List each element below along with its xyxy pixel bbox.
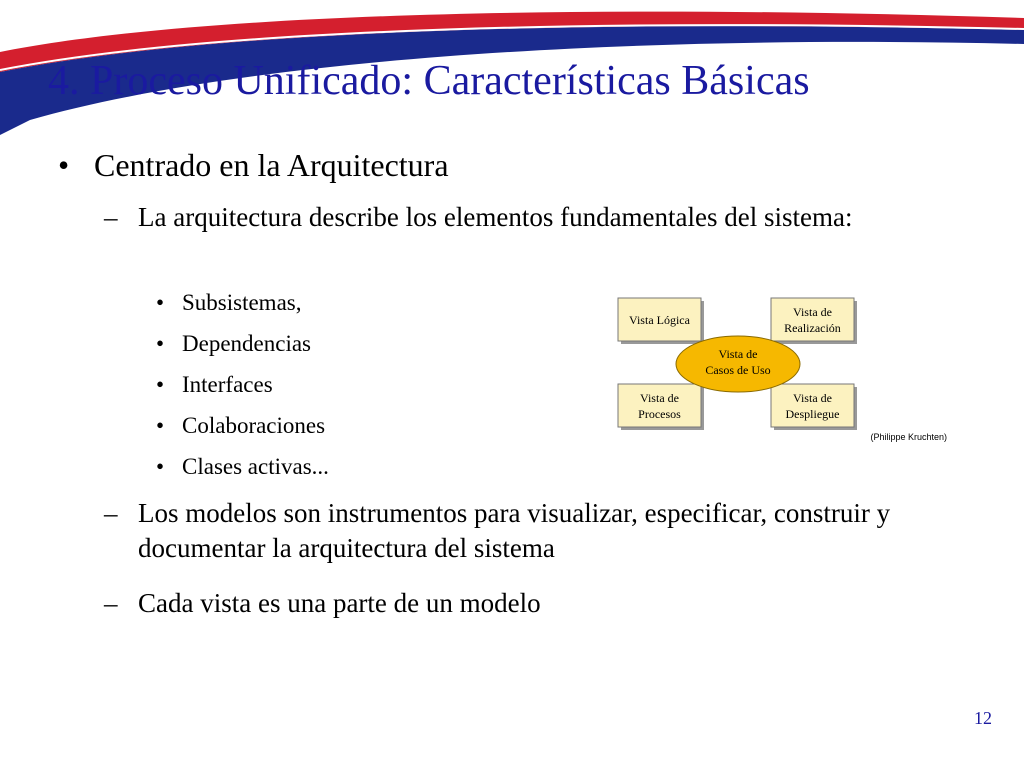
diagram-credit: (Philippe Kruchten) xyxy=(870,432,947,442)
box-vista-procesos-line1: Vista de xyxy=(640,391,679,405)
bullet-mark: • xyxy=(156,413,165,438)
box-vista-despliegue-line1: Vista de xyxy=(793,391,832,405)
sub-bullet-models-text: Los modelos son instrumentos para visualizar, especificar, construir y documentar la arquitectura del sistema xyxy=(138,498,891,563)
box-vista-procesos xyxy=(618,384,701,427)
box-vista-logica xyxy=(618,298,701,341)
bullet-mark: • xyxy=(156,331,165,356)
bullet-main-text: Centrado en la Arquitectura xyxy=(94,147,449,183)
box-vista-realizacion xyxy=(771,298,854,341)
list-item-text: Dependencias xyxy=(182,331,311,356)
bullet-mark: • xyxy=(156,372,165,397)
ellipse-line1: Vista de xyxy=(718,347,758,361)
bullet-mark: • xyxy=(156,454,165,479)
box-vista-despliegue-line2: Despliegue xyxy=(785,407,840,421)
ellipse-line2: Casos de Uso xyxy=(705,363,771,377)
slide-title: 4. Proceso Unificado: Características Básicas xyxy=(48,58,810,104)
box-vista-procesos-line2: Procesos xyxy=(638,407,681,421)
list-item-text: Colaboraciones xyxy=(182,413,326,438)
dash-mark: – xyxy=(104,202,118,232)
page-number: 12 xyxy=(974,708,992,728)
box-vista-despliegue xyxy=(771,384,854,427)
sub-bullet-views-text: Cada vista es una parte de un modelo xyxy=(138,588,541,618)
ellipse-vista-casos-de-uso xyxy=(676,336,800,392)
views-diagram xyxy=(610,290,955,450)
list-item-text: Interfaces xyxy=(182,372,273,397)
bullet-mark: • xyxy=(156,290,165,315)
box-vista-logica-label: Vista Lógica xyxy=(629,313,690,327)
list-item-text: Clases activas... xyxy=(182,454,329,479)
sub-bullet-architecture-text: La arquitectura describe los elementos fundamentales del sistema: xyxy=(138,202,853,232)
box-vista-realizacion-line2: Realización xyxy=(784,321,841,335)
bullet-mark: • xyxy=(58,147,70,183)
dash-mark: – xyxy=(104,588,118,618)
box-vista-realizacion-line1: Vista de xyxy=(793,305,832,319)
dash-mark: – xyxy=(104,498,118,528)
list-item-text: Subsistemas, xyxy=(182,290,302,315)
